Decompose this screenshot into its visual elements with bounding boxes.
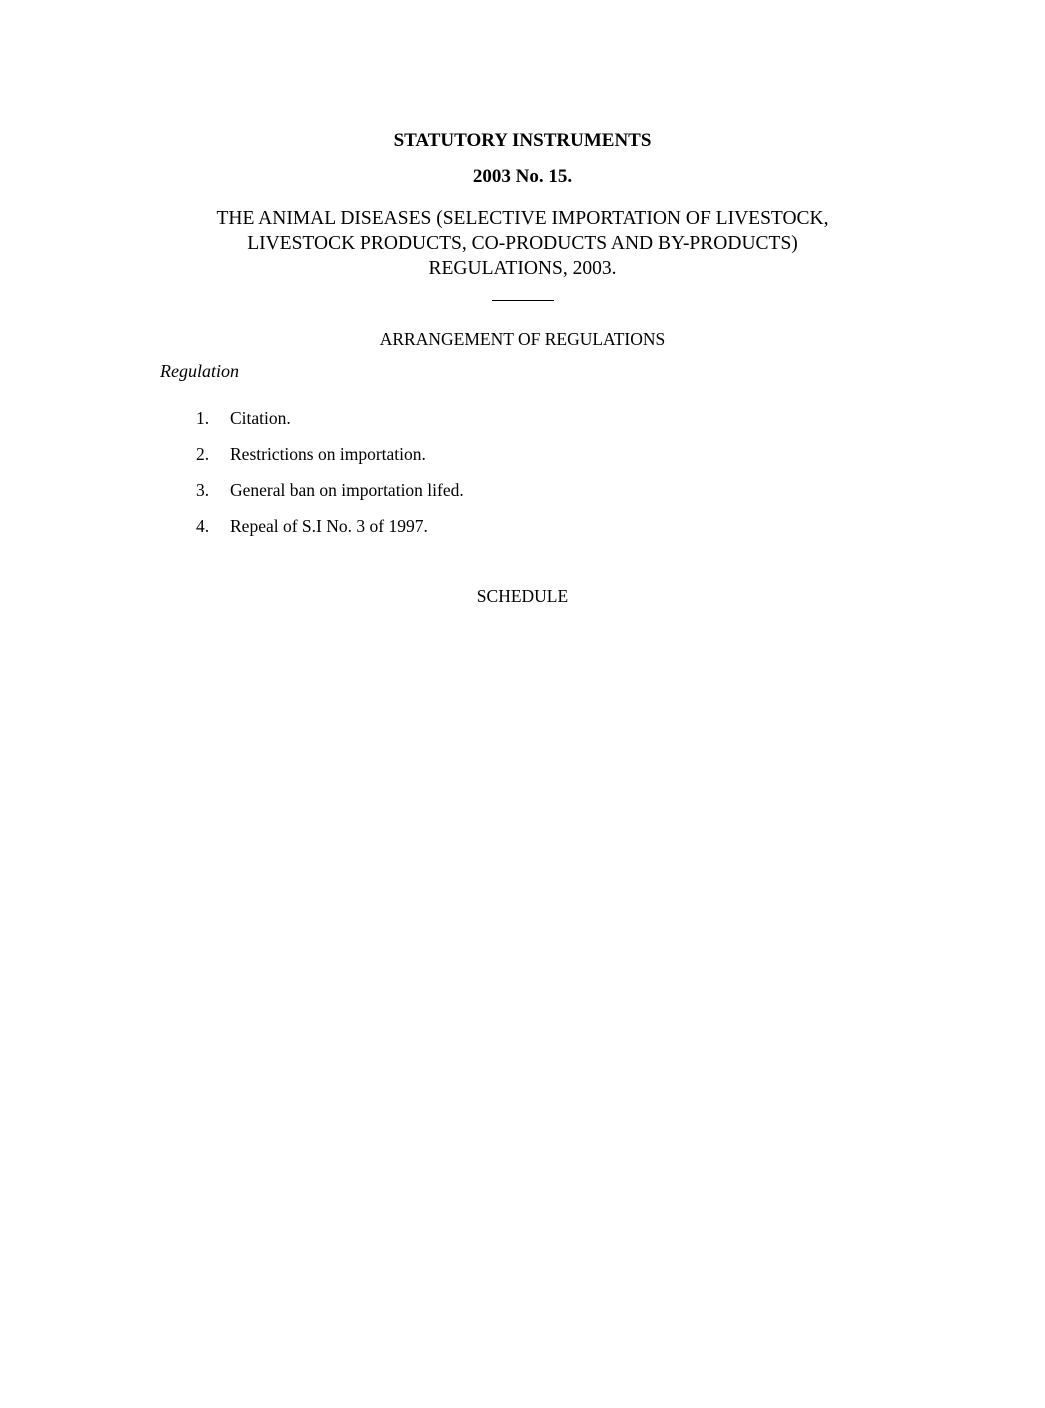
regulation-number: 4. <box>196 516 210 536</box>
title-divider <box>492 300 554 301</box>
regulation-number: 1. <box>196 408 210 428</box>
regulation-title: General ban on importation lifed. <box>230 480 464 500</box>
regulation-title: Restrictions on importation. <box>230 444 426 464</box>
title-line: LIVESTOCK PRODUCTS, CO-PRODUCTS AND BY-PRODUCTS) <box>247 233 798 254</box>
title-line: THE ANIMAL DISEASES (SELECTIVE IMPORTATION OF LIVESTOCK, <box>216 208 829 229</box>
list-item <box>196 478 464 514</box>
regulation-title: Repeal of S.I No. 3 of 1997. <box>230 516 428 536</box>
list-item <box>196 442 464 478</box>
instrument-number: 2003 No. 15. <box>472 166 573 187</box>
series-heading: STATUTORY INSTRUMENTS <box>393 130 652 151</box>
title-line: REGULATIONS, 2003. <box>428 258 617 279</box>
regulation-title: Citation. <box>230 408 291 428</box>
regulation-number: 2. <box>196 444 210 464</box>
regulation-number: 3. <box>196 480 210 500</box>
schedule-heading: SCHEDULE <box>476 586 569 606</box>
regulation-list <box>196 406 464 550</box>
regulation-column-label: Regulation <box>160 361 239 381</box>
arrangement-heading: ARRANGEMENT OF REGULATIONS <box>379 329 666 349</box>
list-item <box>196 514 464 550</box>
list-item <box>196 406 464 442</box>
regulations-title <box>0 206 1045 281</box>
